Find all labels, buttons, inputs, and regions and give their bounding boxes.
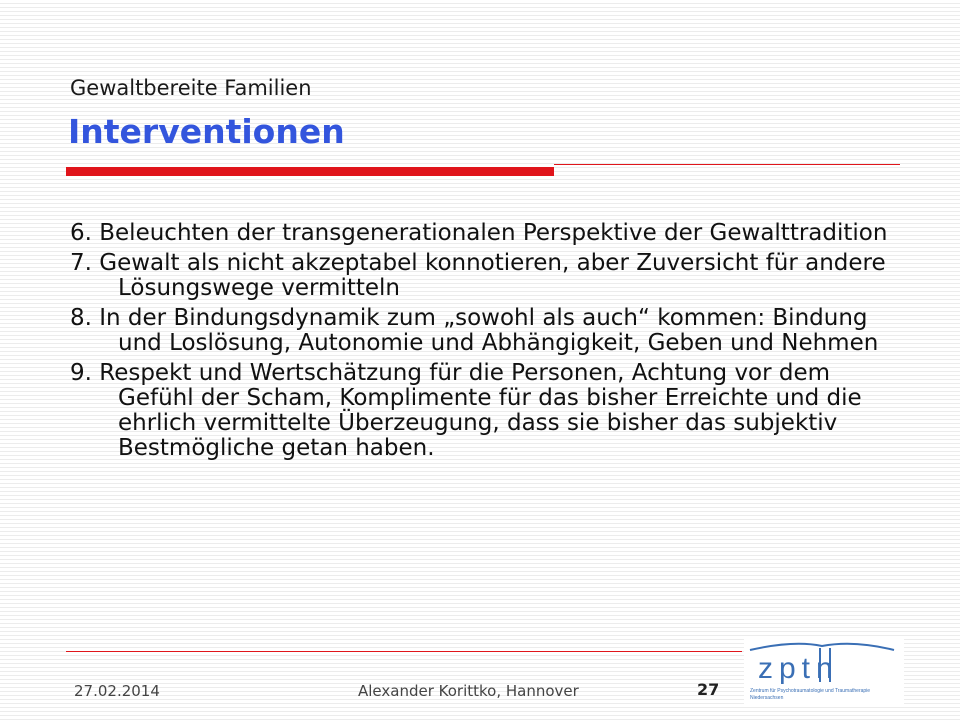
footer-date: 27.02.2014 xyxy=(74,682,160,700)
zptn-logo xyxy=(744,636,904,706)
list-item: 6. Beleuchten der transgenerationalen Perspektive der Gewalttradition xyxy=(70,220,888,246)
intervention-list xyxy=(70,221,900,466)
title-thin-rule xyxy=(554,164,900,165)
page-number: 27 xyxy=(697,680,720,699)
slide-title: Interventionen xyxy=(68,112,345,151)
title-accent-rule xyxy=(66,167,554,176)
footer-author: Alexander Korittko, Hannover xyxy=(358,682,579,700)
zptn-logo-graphic xyxy=(744,636,904,706)
logo-tagline-region: Niedersachsen xyxy=(750,695,784,701)
slide-subtitle: Gewaltbereite Familien xyxy=(70,76,312,100)
logo-tagline: Zentrum für Psychotraumatologie und Traumatherapie xyxy=(750,688,871,694)
list-item: 9. Respekt und Wertschätzung für die Personen, Achtung vor dem Gefühl der Scham, Komplimente für das bisher Erreichte und die ehrlich vermittelte Überzeugung, dass sie bisher das subjektiv Bestmögliche getan haben. xyxy=(70,360,862,461)
footer-rule xyxy=(66,651,742,652)
logo-text: zptn xyxy=(758,652,839,685)
list-item: 8. In der Bindungsdynamik zum „sowohl als auch“ kommen: Bindung und Loslösung, Autonomie und Abhängigkeit, Geben und Nehmen xyxy=(70,305,879,356)
list-item: 7. Gewalt als nicht akzeptabel konnotieren, aber Zuversicht für andere Lösungswege vermitteln xyxy=(70,250,886,301)
